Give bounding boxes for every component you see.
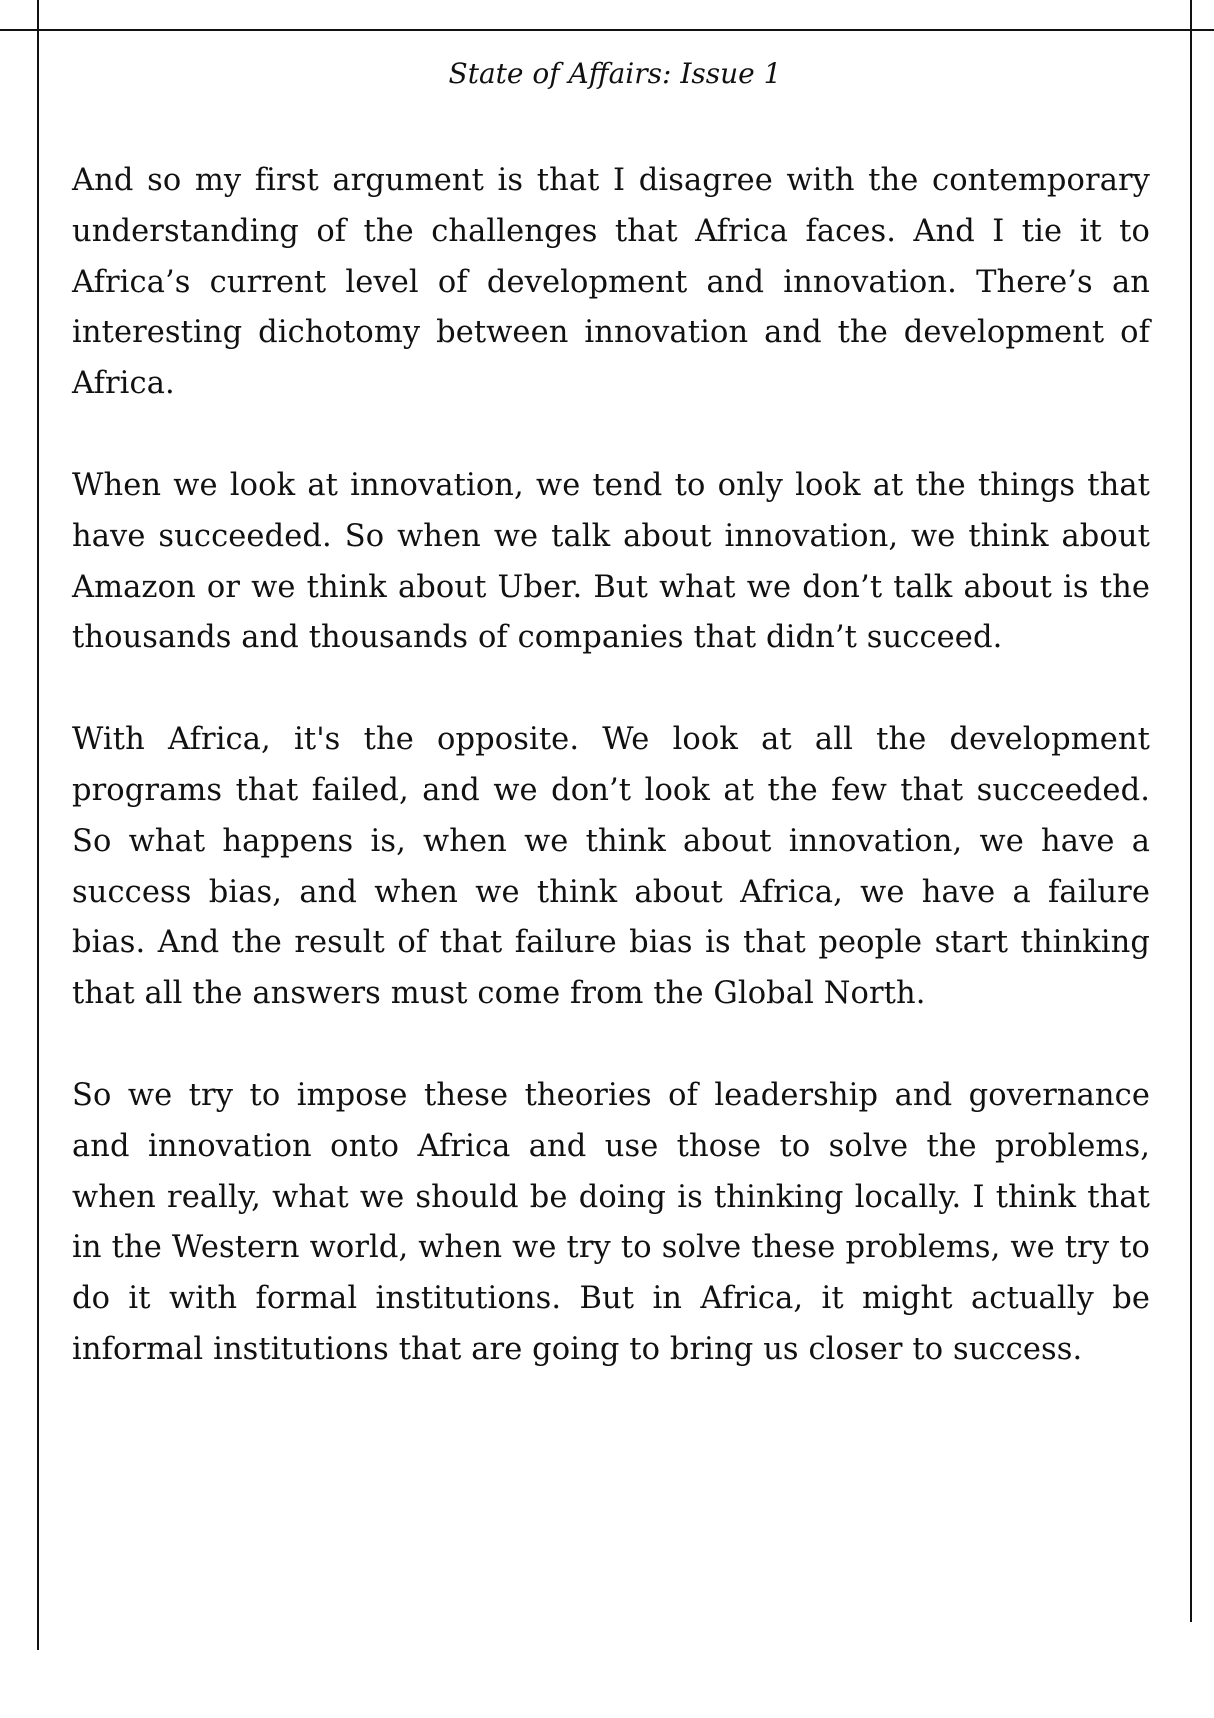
- paragraph-1: And so my first argument is that I disagree with the contemporary understanding of the challenges that Africa faces. And I tie it to Africa’s current level of development and innovation. There’s an interesting dichotomy between innovation and the development of Africa.: [72, 163, 1150, 402]
- article-body: [72, 156, 1150, 1427]
- page-top-rule: [0, 29, 1214, 31]
- page-right-rule: [1190, 0, 1192, 1622]
- paragraph-2: When we look at innovation, we tend to only look at the things that have succeeded. So when we talk about innovation, we think about Amazon or we think about Uber. But what we don’t talk about is the thousands and thousands of companies that didn’t succeed.: [72, 467, 1150, 656]
- paragraph-4: So we try to impose these theories of leadership and governance and innovation onto Africa and use those to solve the problems, when really, what we should be doing is thinking locally. I think that in the Western world, when we try to solve these problems, we try to do it with formal institutions. But in Africa, it might actually be informal institutions that are going to bring us closer to success.: [72, 1077, 1150, 1367]
- running-header: State of Affairs: Issue 1: [448, 57, 782, 90]
- page-left-rule: [37, 0, 39, 1650]
- paragraph-3: With Africa, it's the opposite. We look at all the development programs that failed, and we don’t look at the few that succeeded. So what happens is, when we think about innovation, we have a success bias, and when we think about Africa, we have a failure bias. And the result of that failure bias is that people start thinking that all the answers must come from the Global North.: [72, 722, 1150, 1012]
